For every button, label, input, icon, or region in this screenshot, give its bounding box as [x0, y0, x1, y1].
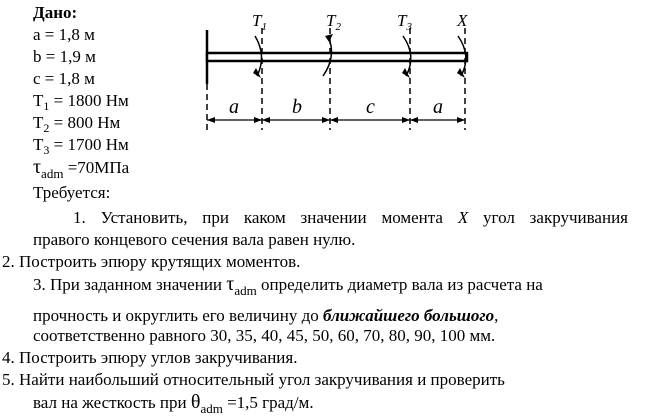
task-item-3-line3: соответственно равного 30, 35, 40, 45, 50, 60, 70, 80, 90, 100 мм. [33, 326, 496, 345]
label-t3: $T_3$ [397, 11, 412, 33]
label-t1: $T_1$ [252, 11, 267, 33]
required-heading: Требуется: [33, 183, 111, 202]
given-t3: $T_3 = 1700$ Нм [33, 135, 129, 157]
segment-b: b [292, 96, 302, 118]
given-title: Дано: [33, 3, 78, 22]
segment-c: c [366, 96, 375, 118]
task-item-4: 4. Построить эпюру углов закручивания. [2, 348, 298, 367]
segment-a2: a [433, 96, 443, 118]
task-item-3-line1: 3. При заданном значении $\tau_{adm}$ определить диаметр вала из расчета на [33, 273, 543, 298]
given-t2: $T_2 = 800$ Нм [33, 113, 121, 135]
segment-a1: a [229, 96, 239, 118]
task-item-5-line1: 5. Найти наибольший относительный угол закручивания и проверить [2, 370, 505, 389]
given-tau-adm: $\tau_{adm} =70МПа$ [33, 156, 130, 181]
label-x: X [457, 11, 468, 30]
shaft [207, 53, 467, 61]
given-t1: $T_1 = 1800$ Нм [33, 91, 129, 113]
label-t2: $T_2$ [326, 11, 341, 33]
shaft-diagram [195, 0, 485, 140]
task-item-1-line1: 1. Установить, при каком значении момента X угол закручивания [73, 208, 628, 227]
task-item-2: 2. Построить эпюру крутящих моментов. [2, 252, 301, 271]
task-item-3-line2: прочность и округлить его величину до ближайшего большого, [33, 306, 499, 325]
given-a: a = 1,8 м [33, 25, 95, 44]
torque-arrow-t2 [325, 34, 333, 42]
task-item-5-line2: вал на жесткость при $\theta_{adm} =1,5$ град/м. [33, 391, 314, 416]
given-c: c = 1,8 м [33, 69, 95, 88]
given-b: b = 1,9 м [33, 47, 96, 66]
task-item-1-line2: правого концевого сечения вала равен нулю. [33, 230, 356, 249]
